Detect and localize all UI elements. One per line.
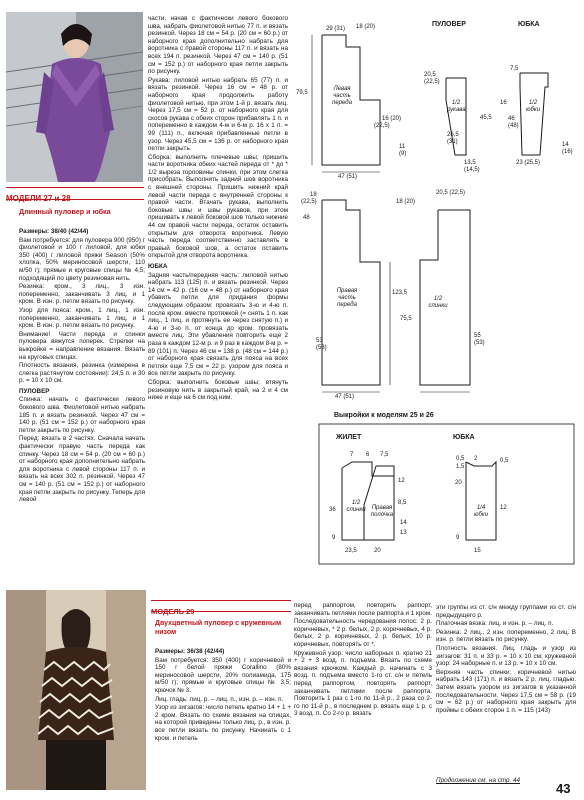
materials-text: Вам потребуется: для пуловера 900 (950) г фиолетовой и 100 г лиловой, для юбки 350 (400) г лиловой пряжи Season (50% хлопка, 50% мериносовой шерсти, 110 м/50 г); прямые и круговые спицы № 4,5; подходящий по цвету резиновая нить.	[19, 236, 145, 282]
vest-label: ЖИЛЕТ	[336, 434, 362, 441]
model-29-rib: Резинка: 2 лиц., 2 изн. попеременно, 2 лиц. В изн. р. петли вязать по рисунку.	[436, 628, 576, 644]
skirt2-part-label: 1/4 юбки	[473, 505, 489, 518]
vest-front-label: Правая полочка	[370, 505, 394, 518]
dim-s: (22,5)	[424, 79, 440, 85]
model-29-purl: Лиц. гладь: лиц. р. – лиц. п., изн. р. – изн. п.	[155, 695, 284, 703]
dim-p: 55	[474, 333, 481, 339]
front-text: Перед: вязать в 2 частях. Сначала начать фактически правую часть переда как спинку. Через 18 см = 54 р. (20 см = 60 р.) от наборного края дополнительно набрать для воротника с левой стороны 117 п. и вязать на всех 302 п. резинкой. Через 47 см = 140 р. (51 см = 152 р.) от наборного края петли закрыть по рисунку. Теперь для левой	[19, 435, 145, 504]
model-27-28-subtitle: Длинный пуловер и юбка	[19, 207, 111, 216]
vest-dim-1: 6	[366, 452, 370, 458]
dim-r: 20,5	[424, 72, 436, 78]
sleeves-text: Рукава: лиловой нитью набрать 65 (77) п. и вязать резинкой. Через 16 см = 48 р. от наборного края продолжить работу фиолетовой нитью, при этом 1-й р. вязать лиц. Через 17,5 см = 52 р. от наборного края для скосов рукава с обеих сторон прибавлять 1 п. и попеременно в каждом 4-м и 6-м р. 16 х 1 п. = 99 (111) п., включая прибавленные петли в узор. Через 45,5 см = 136 р. от наборного края петли закрыть.	[148, 76, 288, 153]
dim-e: (22,5)	[374, 123, 390, 129]
sizes-text: Размеры: 38/40 (42/44)	[19, 228, 89, 235]
skirt-scheme-label: ЮБКА	[518, 21, 540, 28]
dim-aa: 23 (25,5)	[516, 160, 541, 166]
dim-j: 123,5	[392, 290, 408, 296]
dim-b: 18 (20)	[356, 24, 376, 30]
model-29-col3: эти группы из ст. с/н между группами из ст. с/н предыдущего р.	[436, 604, 576, 619]
dim-dd: 14	[562, 142, 569, 148]
dim-m: 18	[310, 192, 317, 198]
skirt-part-label: 1/2 юбки	[525, 100, 541, 113]
dim-k: 53	[316, 338, 323, 344]
vest-dim-8: 20	[374, 548, 381, 554]
dim-v: (14,5)	[464, 167, 480, 173]
dim-bb: 46	[508, 116, 515, 122]
model-29-subtitle: Двухцветный пуловер с кружевным низом	[155, 620, 282, 636]
dim-x: (31)	[447, 139, 458, 145]
skirt-subheading: ЮБКА	[148, 263, 168, 270]
vest-back-label: 1/2 спинки	[346, 500, 366, 513]
patterns-title	[330, 412, 438, 419]
vest-front-outline	[364, 466, 394, 540]
dim-ff: 20,5 (22,5)	[436, 190, 466, 196]
model-29-density: Плотность вязания. Лиц. гладь и узор из зигзагов: 31 п. и 33 р. = 10 х 10 см; кружевной узор: 24 наборные п. и 13 р. = 10 х 10 см.	[436, 644, 576, 668]
dim-g: 11	[399, 144, 406, 150]
skirt2-label: ЮБКА	[453, 434, 475, 441]
continued-note: Продолжение см. на стр. 44	[436, 777, 521, 784]
dim-hh: 47 (51)	[335, 394, 355, 400]
dim-c: 79,5	[296, 90, 308, 96]
skirt-back-text: Задняя часть/передняя часть: лиловой нитью набрать 113 (125) п. и вязать резинкой. Через 14 см = 42 р. (16 см = 48 р.) от наборного края убавить петли для придания формы следующим образом: провязать 3-ю и 4-ю п. после кром. вместе протяжкой (= снять 1 п. как лиц., 1 лиц. и протянуть ее через снятую п.) и 4-ю и 3-ю п. от конца до кром. провязать вместе лиц. Эти убавления повторить еще 2 раза в каждом 12-м р. и 9 раз в каждом 8-м р. = 89 (101) п. Через 46 см = 138 р. (48 см = 144 р.) от наборного края связать для пояса на всех петлях еще 7,5 см = 22 р. узором для пояса и все петли закрыть по рисунку.	[148, 271, 288, 378]
model-29-column-1	[155, 648, 291, 793]
dim-f: 47 (51)	[338, 174, 358, 180]
model-29-lace: Кружевной узор: число наборных п. кратно 21 + 2 + 3 возд. п. подъема. Вязать по схеме вязания крючком. Каждый р. начинать с 3 возд. п. подъема вместо 1-го ст. с/н и петель перед раппортом, повторять раппорт, заканчивать петлями после раппорта. Повторить 1 раз с 1-го по 11-й р., 2 раза со 2-го по 11-й р., в последнем р. вязать еще 1 р. с 3 возд. п. Со 2-го р. вязать	[294, 649, 432, 718]
patterns-title-text: Выкройки к моделям 25 и 26	[334, 412, 434, 419]
vest-dim-7: 23,5	[345, 548, 357, 554]
model-29-sizes: Размеры: 36/38 (42/44)	[155, 648, 225, 655]
skirt-outline	[520, 73, 548, 155]
skirt2-dim-4: 9	[456, 535, 460, 541]
dim-h: (9)	[399, 151, 407, 157]
back-label: 1/2 спинки	[428, 296, 448, 309]
model-29-heading: МОДЕЛЬ 29	[151, 607, 195, 616]
dim-a: 29 (31)	[326, 26, 346, 32]
patterns-frame	[319, 424, 574, 564]
vest-dim-10: 13	[400, 530, 407, 536]
vest-dim-4: 12	[398, 478, 405, 484]
photo-29-illustration	[6, 590, 146, 790]
left-front-label: Левая часть переда	[332, 86, 352, 106]
dim-l: (53)	[316, 345, 327, 351]
vest-dim-9: 14	[400, 520, 407, 526]
dim-i: 48	[303, 215, 310, 221]
model-29-stripes: Последовательность чередования полос: 2 р. коричневых, * 2 р. белых, 2 р. коричневых, 4 р. белых, 2 р. коричневых, 2 р. белых, 10 р. коричневых, повторять от *.	[294, 618, 432, 648]
back-text: Спинка: начать с фактически левого бокового шва. Фиолетовой нитью набрать 185 п. и вязать резинкой. Через 47 см = 140 р. (51 см = 152 р.) от наборного края петли закрыть по рисунку.	[19, 396, 145, 434]
dim-ee: (16)	[562, 149, 573, 155]
col2-continuation: части, начав с фактически левого бокового шва, набрать фиолетовой нитью 77 п. и вязать резинкой. Через 18 см = 54 р. (20 см = 60 р.) от наборного края дополнительно набрать для воротника с правой стороны 117 п. и вязать на всех 194 п. резинкой. Через 47 см = 140 р. (51 см = 152 р.) от наборного края петли закрыть по рисунку.	[148, 15, 288, 76]
dim-n: (22,5)	[301, 199, 317, 205]
vest-dim-0: 7	[350, 452, 354, 458]
skirt2-dim-6: 2	[474, 456, 478, 462]
dim-z: 7,5	[510, 66, 519, 72]
dim-t: 45,5	[480, 115, 492, 121]
skirt2-dim-3: 12	[500, 505, 507, 511]
skirt2-dim-1: 1,5	[456, 464, 465, 470]
vest-dim-5: 8,5	[398, 500, 407, 506]
page-number: 43	[556, 781, 571, 796]
model-29-col2: перед раппортом, повторять раппорт, заканчивать петлями после раппорта и 1 кром.	[294, 602, 432, 617]
model-29-materials: Вам потребуется: 350 (400) г коричневой и 150 г белой пряжи Corallino (80% мериносовой шерсти, 20% полиамида, 175 м/50 г); прямые и круговые спицы № 3,5; крючок № 3.	[155, 656, 291, 694]
skirt-assembly-text: Сборка: выполнить боковые швы; втянуть резиновую нить в закрытый край, на 2 и 4 см ниже и еще на 6 см под ним.	[148, 378, 288, 402]
model-29-column-3	[436, 604, 576, 776]
assembly-text: Сборка: выполнить плечевые швы; пришить части воротника обеих частей переда от * до * 1/2 выреза горловины спинки, при этом слегка присобрать. Выполнить задний шов воротника с внешней стороны. Пришить нижний край левой части переда с внутренней стороны к правой части. Втачать рукава, выполнить боковые швы и швы рукавов, при этом пришивать к левой боковой шов только нижние 44 см правой части переда, остаток оставить открытым для отворота воротника. Левую часть переда соответственно заставлять в правый боковой шов, а остаток оставить открытой для отворота воротника.	[148, 153, 288, 260]
dim-q: (53)	[474, 340, 485, 346]
model-29-column-2	[294, 602, 432, 794]
rib-text: Резинка: кром., 3 лиц., 3 изн. попеременно, заканчивать 3 лиц. и 1 кром. В изн. р. петли вязать по рисунку.	[19, 283, 145, 306]
skirt2-dim-5: 0,5	[500, 458, 509, 464]
vest-dim-3: 36	[329, 507, 336, 513]
dim-d: 16 (20)	[382, 116, 402, 122]
model-29-flat-knit: Платочная вязка: лиц. и изн. р. – лиц. п.	[436, 620, 554, 628]
model-29-heading-bar	[151, 600, 291, 616]
skirt2-dim-0: 0,5	[456, 456, 465, 462]
model-27-28-heading: МОДЕЛИ 27 и 28	[6, 194, 71, 203]
dim-u: 13,5	[464, 160, 476, 166]
vest-dim-2: 7,5	[380, 452, 389, 458]
dim-y: 16	[500, 100, 507, 106]
skirt2-dim-7: 15	[474, 548, 481, 554]
sleeve-label: 1/2 рукава	[447, 100, 466, 113]
vest-dim-6: 9	[332, 535, 336, 541]
dim-gg: 18 (20)	[396, 199, 416, 205]
dim-o: 75,5	[400, 316, 412, 322]
model-29-zigzag: Узор из зигзагов: число петель кратно 14 + 1 + 2 кром. Вязать по схеме вязания на спицах, на которой приведены только лиц. р., в изн. р. все петли вязать по рисунку. Начинать с 1 кром. и петель	[155, 704, 291, 742]
attention-text: Внимание! Части переда и спинки пуловера вяжутся поперек. Стрелки на выкройке = направление вязания. Вязать на круговых спицах.	[19, 330, 145, 361]
pullover-scheme-label: ПУЛОВЕР	[432, 21, 466, 28]
dim-w: 26,5	[447, 132, 459, 138]
model-29-top-back: Верхняя часть спинки: коричневой нитью набрать 143 (171) п. и вязать 2 р. лиц. гладью. Затем вязать узором из зигзагов в указанной последовательности. Через 17,5 см = 58 р. (19 см = 62 р.) от наборного края закрыть для проймы с обеих сторон 1 п. = 115 (143)	[436, 668, 576, 714]
pullover-subheading: ПУЛОВЕР	[19, 387, 50, 395]
density-text: Плотность вязания, резинка (измерена в слегка растянутом состоянии): 24,5 п. и 30 р. = 10 х 10 см.	[19, 362, 145, 385]
model-29-photo	[6, 590, 146, 790]
skirt2-outline	[466, 462, 496, 540]
right-front-label: Правая часть переда	[336, 288, 358, 308]
belt-text: Узор для пояса: кром., 1 лиц., 1 изн. попеременно, заканчивать 1 лиц. и 1 кром. В изн. р. петли вязать по рисунку.	[19, 306, 145, 330]
skirt2-dim-2: 20	[455, 480, 462, 486]
dim-cc: (48)	[508, 123, 519, 129]
